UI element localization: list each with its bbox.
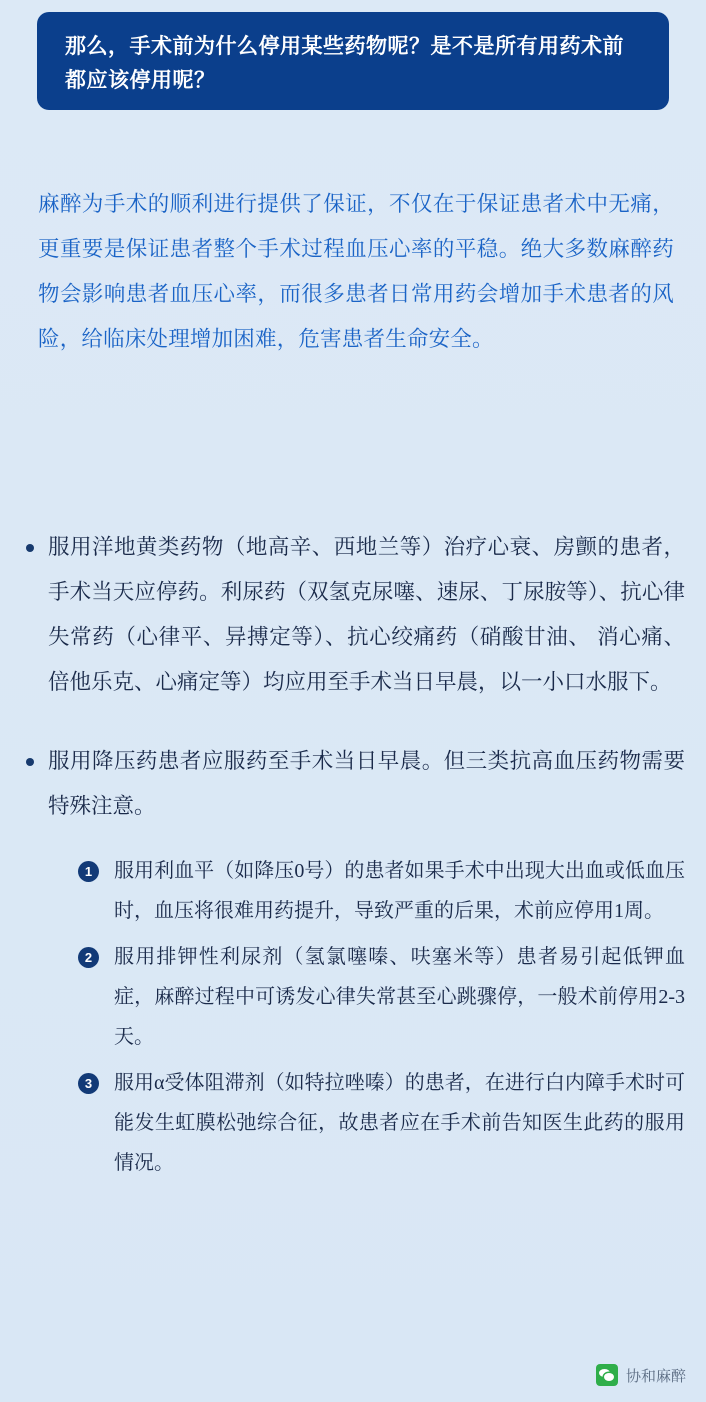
intro-paragraph: 麻醉为手术的顺利进行提供了保证，不仅在于保证患者术中无痛，更重要是保证患者整个手术过程血压心率的平稳。绝大多数麻醉药物会影响患者血压心率，而很多患者日常用药会增加手术患者的风险，给临床处理增加困难，危害患者生命安全。: [38, 192, 674, 351]
bullet-text: 服用洋地黄类药物（地高辛、西地兰等）治疗心衰、房颤的患者，手术当天应停药。利尿药（双氢克尿噻、速尿、丁尿胺等）、抗心律失常药（心律平、异搏定等）、抗心绞痛药（硝酸甘油、 消心痛、倍他乐克、心痛定等）均应用至手术当日早晨，以一小口水服下。: [48, 535, 685, 694]
footer-account[interactable]: [596, 1364, 686, 1386]
bullet-list: [20, 525, 685, 1217]
header-banner: [37, 12, 669, 110]
number-badge: 1: [78, 861, 99, 882]
account-name-label: 协和麻醉: [625, 1367, 686, 1385]
list-item: [20, 739, 685, 1183]
numbered-sub-list: [78, 851, 685, 1183]
number-badge: 2: [78, 947, 99, 968]
numbered-item-text: 服用α受体阻滞剂（如特拉唑嗪）的患者，在进行白内障手术时可能发生虹膜松弛综合征，故患者应在手术前告知医生此药的服用情况。: [114, 1072, 685, 1174]
list-item: [78, 851, 685, 931]
list-item: [78, 1063, 685, 1183]
wechat-icon: [596, 1364, 618, 1386]
banner-question-text: 那么，手术前为什么停用某些药物呢？是不是所有用药术前都应该停用呢？: [65, 35, 624, 92]
numbered-item-text: 服用利血平（如降压0号）的患者如果手术中出现大出血或低血压时，血压将很难用药提升，导致严重的后果，术前应停用1周。: [114, 860, 685, 922]
number-badge: 3: [78, 1073, 99, 1094]
numbered-item-text: 服用排钾性利尿剂（氢氯噻嗪、呋塞米等）患者易引起低钾血症，麻醉过程中可诱发心律失常甚至心跳骤停，一般术前停用2-3天。: [114, 946, 685, 1048]
list-item: [20, 525, 685, 705]
list-item: [78, 937, 685, 1057]
bullet-text: 服用降压药患者应服药至手术当日早晨。但三类抗高血压药物需要特殊注意。: [48, 749, 685, 818]
